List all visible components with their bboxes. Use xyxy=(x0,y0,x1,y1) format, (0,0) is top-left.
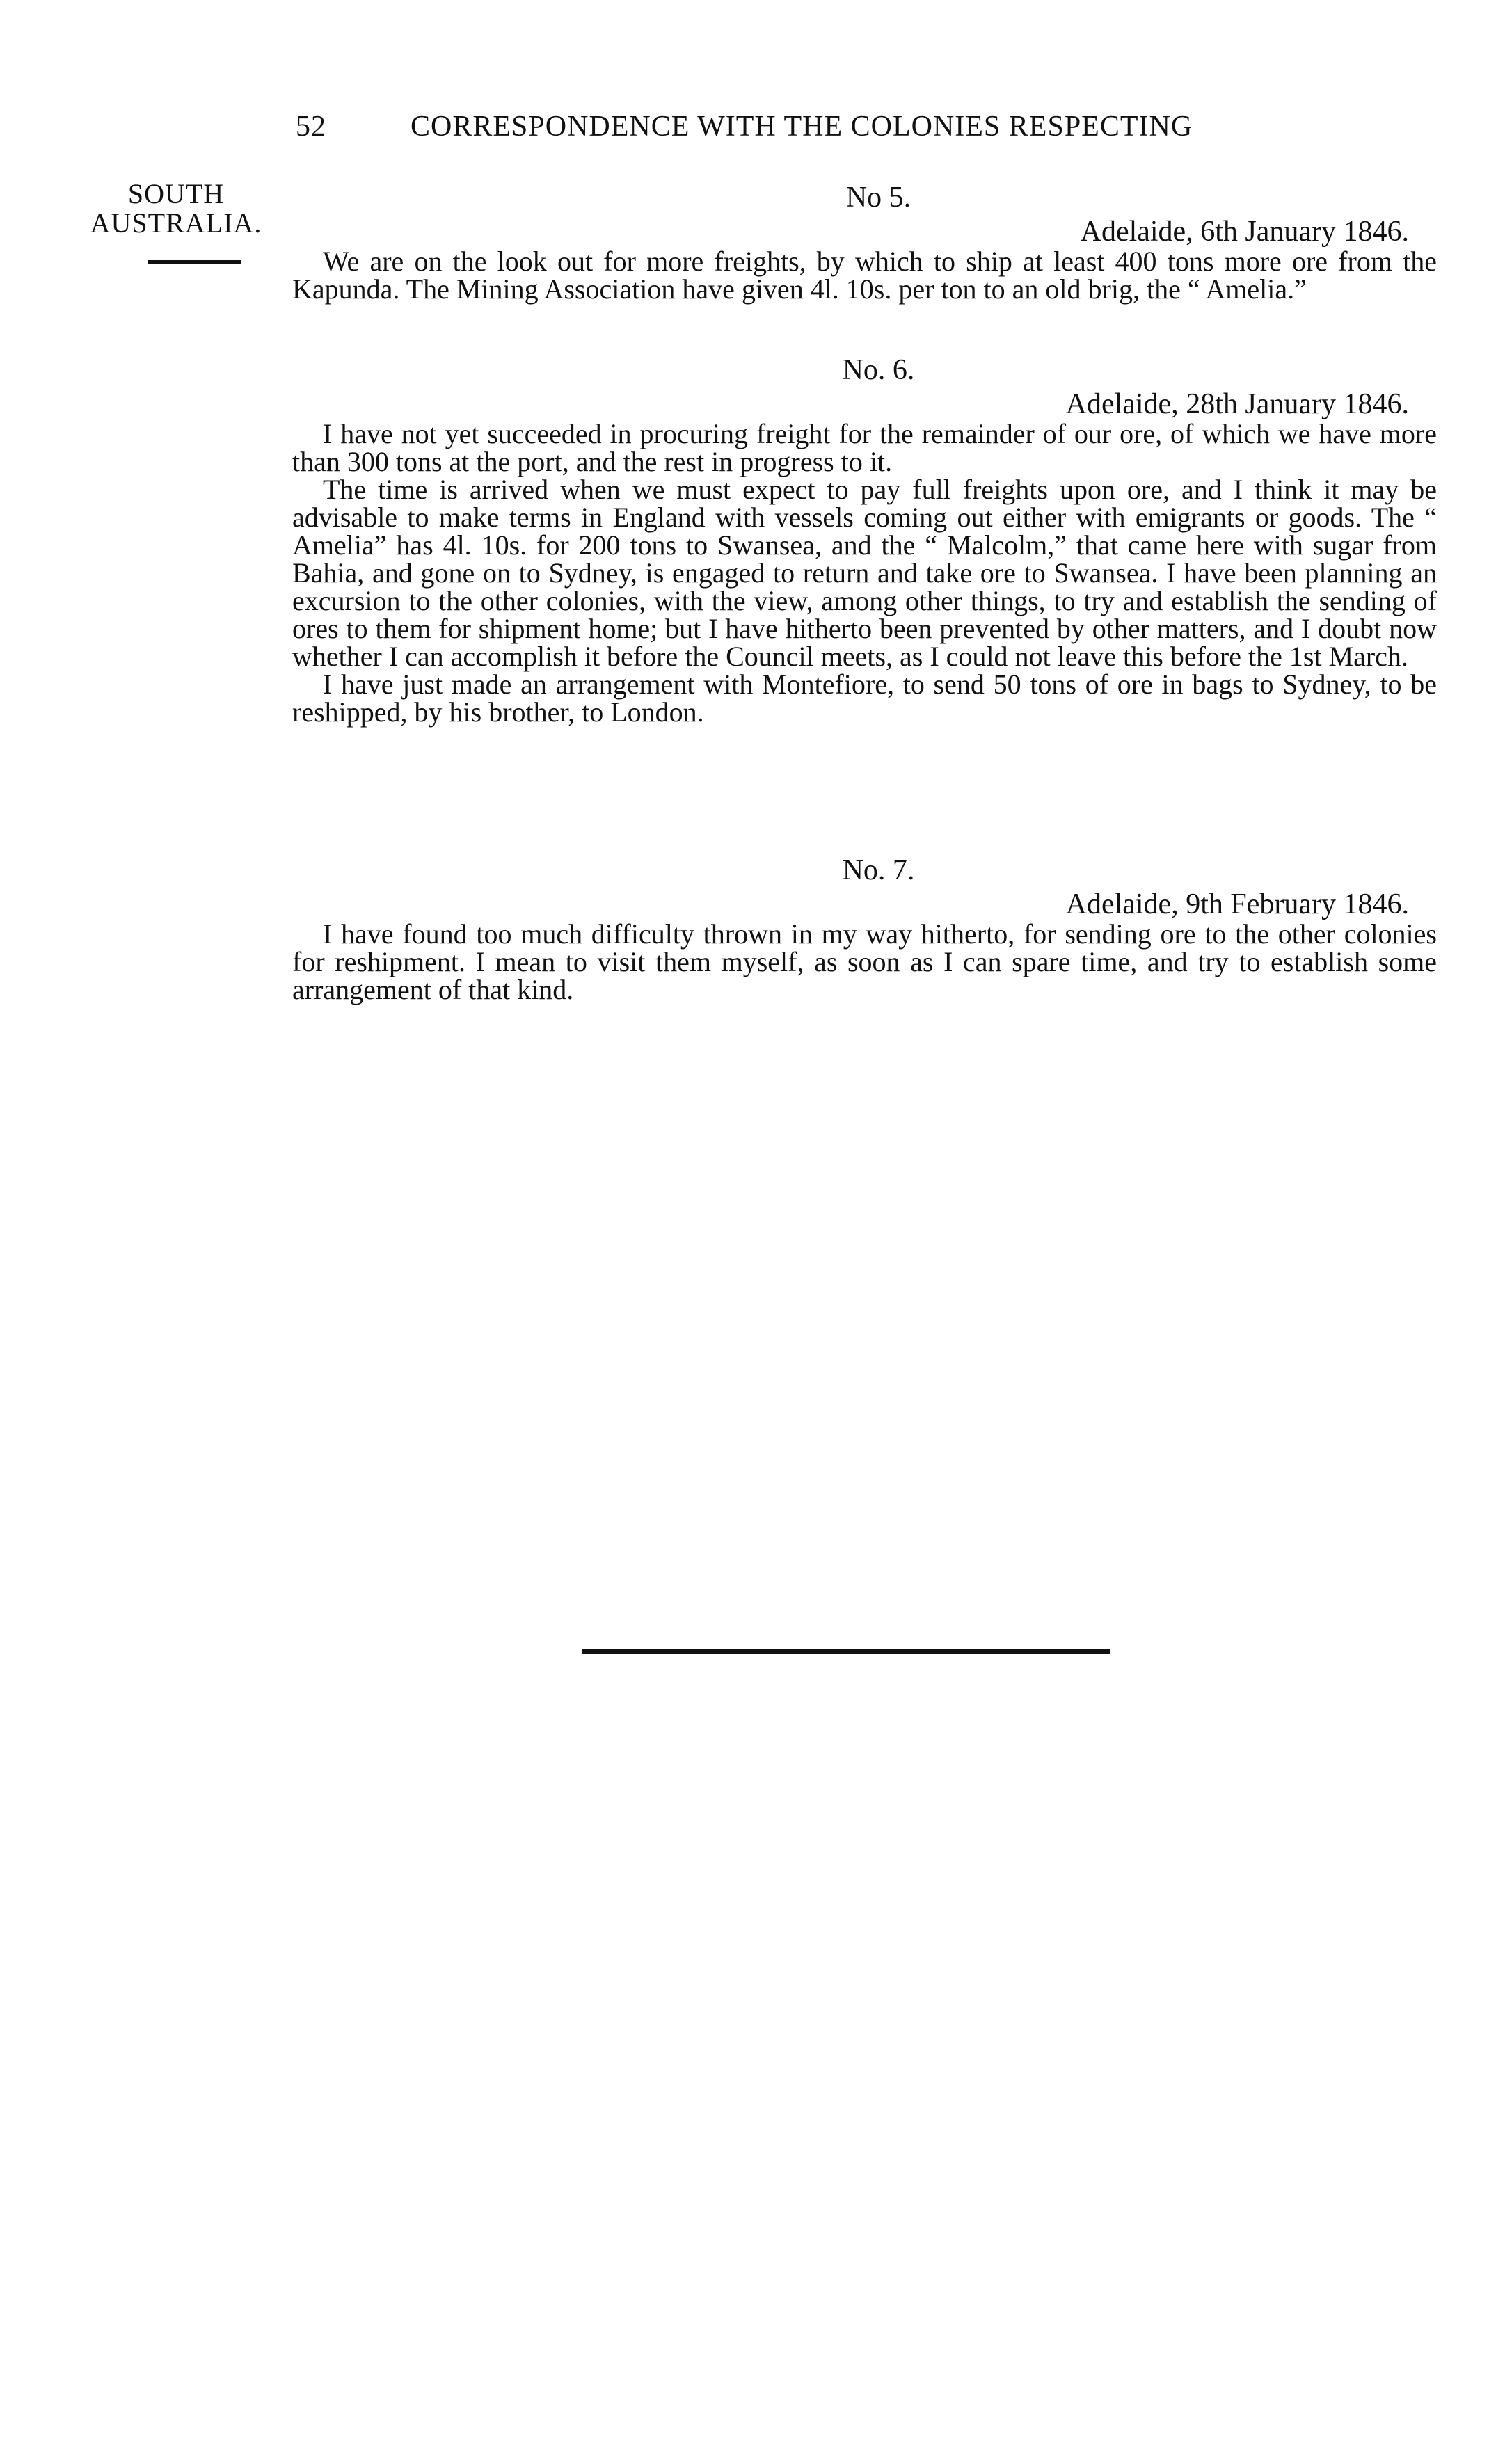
letter-date: Adelaide, 9th February 1846. xyxy=(1065,888,1409,920)
letter-number: No. 7. xyxy=(842,854,915,886)
letter-paragraph: The time is arrived when we must expect to pay full freights upon ore, and I think it may be advisable to make terms in England with vessels coming out either with emigrants or goods. The “ Amelia” has 4l. 10s. for 200 tons to Swansea, and the “ Malcolm,” that came here with sugar from Bahia, and gone on to Sydney, is engaged to return and take ore to Swansea. I have been planning an excursion to the other colonies, with the view, among other things, to try and establish the sending of ores to them for shipment home; but I have hitherto been prevented by other matters, and I doubt now whether I can accomplish it before the Council meets, as I could not leave this before the 1st March. xyxy=(292,474,1437,672)
letter-no-7 xyxy=(292,852,1437,1004)
letter-paragraph: I have just made an arrangement with Montefiore, to send 50 tons of ore in bags to Sydney, to be reshipped, by his brother, to London. xyxy=(292,669,1437,728)
letter-date: Adelaide, 28th January 1846. xyxy=(1065,388,1409,420)
letter-no-5 xyxy=(292,179,1437,303)
letter-number: No. 6. xyxy=(842,354,915,386)
letter-paragraph: I have found too much difficulty thrown in my way hitherto, for sending ore to the other colonies for reshipment. I mean to visit them myself, as soon as I can spare time, and try to establish some arrangement of that kind. xyxy=(292,918,1437,1005)
letter-number: No 5. xyxy=(845,182,911,214)
page-header xyxy=(296,110,1322,143)
letter-paragraph: We are on the look out for more freights, by which to ship at least 400 tons more ore from the Kapunda. The Mining Association have given 4l. 10s. per ton to an old brig, the “ Amelia.” xyxy=(292,246,1437,305)
page-title: CORRESPONDENCE WITH THE COLONIES RESPECTING xyxy=(411,111,1193,143)
end-divider xyxy=(582,1649,1110,1654)
margin-label-line-1: SOUTH xyxy=(127,178,225,209)
letter-paragraph: I have not yet succeeded in procuring freight for the remainder of our ore, of which we have more than 300 tons at the port, and the rest in progress to it. xyxy=(292,418,1437,477)
page-number: 52 xyxy=(296,111,326,143)
letter-no-6 xyxy=(292,352,1437,726)
margin-divider xyxy=(148,260,241,264)
margin-colony-label xyxy=(82,179,270,238)
letter-date: Adelaide, 6th January 1846. xyxy=(1080,216,1409,248)
margin-label-line-2: AUSTRALIA. xyxy=(90,207,262,239)
